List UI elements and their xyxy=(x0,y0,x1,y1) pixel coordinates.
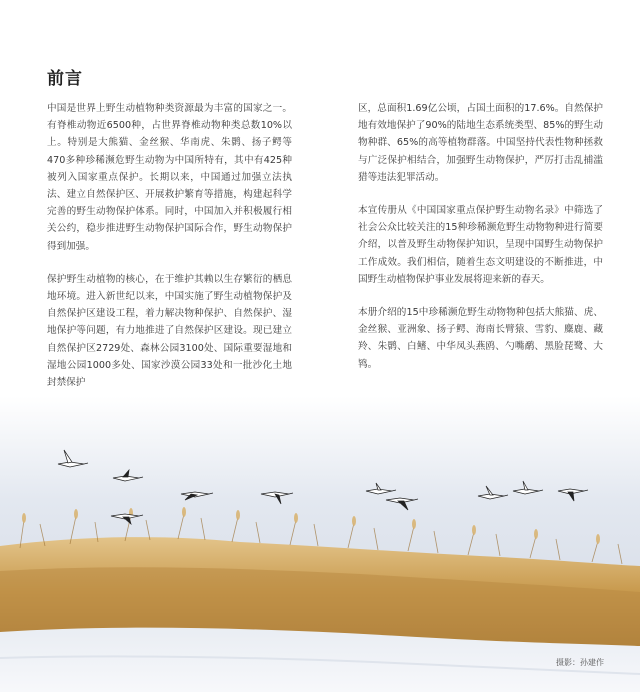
right-paragraph-1: 区，总面积1.69亿公顷，占国土面积的17.6%。自然保护地有效地保护了90%的陆地生态系统类型、85%的野生动物种群、65%的高等植物群落。中国坚持代表性物种拯救与广泛保护相结合，加强野生动物保护，严厉打击乱捕滥猎等违法犯罪活动。 xyxy=(358,103,603,183)
photo-credit: 摄影：孙建作 xyxy=(556,658,604,667)
photo-illustration xyxy=(0,396,640,692)
right-paragraph-2: 本宣传册从《中国国家重点保护野生动物名录》中筛选了社会公众比较关注的15种珍稀濒危野生动物物种进行简要介绍，以普及野生动物保护知识，呈现中国野生动物保护工作成效。我们相信，随着生态文明建设的不断推进，中国野生动植物保护事业发展将迎来新的春天。 xyxy=(358,205,603,285)
left-column xyxy=(47,100,292,407)
cranes-photo xyxy=(0,396,640,692)
left-paragraph-2: 保护野生动植物的核心，在于维护其赖以生存繁衍的栖息地环境。进入新世纪以来，中国实施了野生动植物保护及自然保护区建设工程，着力解决物种保护、自然保护、湿地保护等问题，有力地推进了自然保护区建设。现已建立自然保护区2729处、森林公园3100处、国际重要湿地和湿地公园1000多处、国家沙漠公园33处和一批沙化土地封禁保护 xyxy=(47,273,292,389)
page-title: 前言 xyxy=(47,69,83,89)
right-column xyxy=(358,100,603,389)
left-paragraph-1: 中国是世界上野生动植物种类资源最为丰富的国家之一。有脊椎动物近6500种，占世界脊椎动物种类总数10%以上。特别是大熊猫、金丝猴、华南虎、朱鹮、扬子鳄等470多种珍稀濒危野生动物为中国所特有，其中有425种被列入国家重点保护。长期以来，中国通过加强立法执法、建立自然保护区、开展救护繁育等措施，构建起科学完善的野生动物保护体系。同时，中国加入并积极履行相关公约，稳步推进野生动物保护国际合作，野生动物保护得到加强。 xyxy=(47,103,292,252)
right-paragraph-3: 本册介绍的15中珍稀濒危野生动物物种包括大熊猫、虎、金丝猴、亚洲象、扬子鳄、海南长臂猿、雪豹、麋鹿、藏羚、朱鹮、白鳍、中华凤头燕鸥、勺嘴鹬、黑脸琵鹭、大鸨。 xyxy=(358,307,603,370)
